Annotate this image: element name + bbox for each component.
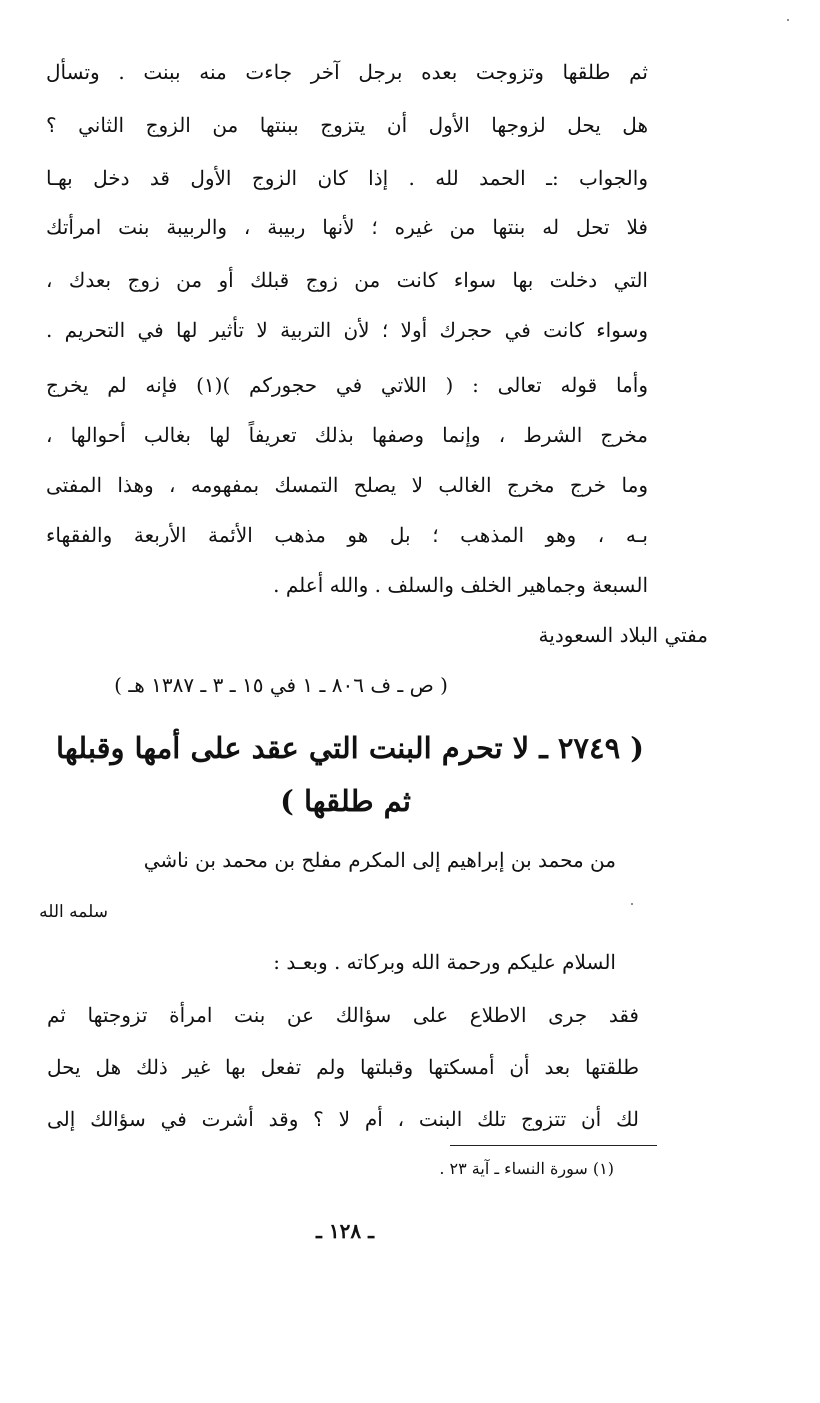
- body-text-line: التي دخلت بها سواء كانت من زوج قبلك أو من زوج بعدك ،: [46, 268, 648, 292]
- body-text-line: فلا تحل له بنتها من غيره ؛ لأنها ربيبة ، والربيبة بنت امرأتك: [46, 215, 648, 239]
- scan-speck: [787, 19, 789, 21]
- body-text-line: لك أن تتزوج تلك البنت ، أم لا ؟ وقد أشرت في سؤالك إلى: [47, 1107, 639, 1131]
- body-text-line: هل يحل لزوجها الأول أن يتزوج ببنتها من الزوج الثاني ؟: [46, 113, 648, 137]
- body-text-line: السبعة وجماهير الخلف والسلف . والله أعلم .: [273, 573, 648, 597]
- section-heading: ( ٢٧٤٩ ـ لا تحرم البنت التي عقد على أمها وقبلها: [56, 731, 644, 765]
- footnote: (١) سورة النساء ـ آية ٢٣ .: [439, 1159, 614, 1178]
- body-text-line: بـه ، وهو المذهب ؛ بل هو مذهب الأئمة الأربعة والفقهاء: [46, 523, 648, 547]
- body-text-line: والجواب :ـ الحمد لله . إذا كان الزوج الأول قد دخل بهـا: [46, 166, 648, 190]
- body-text-line: طلقتها بعد أن أمسكتها وقبلتها ولم تفعل بها غير ذلك هل يحل: [47, 1055, 639, 1079]
- signature: مفتي البلاد السعودية: [538, 623, 708, 647]
- footnote-divider: [450, 1145, 657, 1146]
- body-text-line: وأما قوله تعالى : ( اللاتي في حجوركم )(١) فإنه لم يخرج: [46, 373, 648, 397]
- body-text-line: ثم طلقها وتزوجت بعده برجل آخر جاءت منه ببنت . وتسأل: [46, 60, 648, 84]
- letter-address: من محمد بن إبراهيم إلى المكرم مفلح بن محمد بن ناشي: [143, 848, 616, 872]
- page-number: ـ ١٢٨ ـ: [316, 1219, 374, 1243]
- letter-greeting: سلمه الله: [39, 902, 108, 922]
- body-text-line: وما خرج مخرج الغالب لا يصلح التمسك بمفهومه ، وهذا المفتى: [46, 473, 648, 497]
- section-heading-continuation: ثم طلقها ): [280, 784, 411, 818]
- body-text-line: فقد جرى الاطلاع على سؤالك عن بنت امرأة تزوجتها ثم: [47, 1003, 639, 1027]
- body-text-line: مخرج الشرط ، وإنما وصفها بذلك تعريفاً لها بغالب أحوالها ،: [46, 423, 648, 447]
- reference-number: ( ص ـ ف ٨٠٦ ـ ١ في ١٥ ـ ٣ ـ ١٣٨٧ هـ ): [114, 673, 448, 697]
- body-text-line: وسواء كانت في حجرك أولا ؛ لأن التربية لا تأثير لها في التحريم .: [46, 318, 648, 342]
- letter-salutation: السلام عليكم ورحمة الله وبركاته . وبعـد :: [273, 950, 616, 974]
- scan-speck: [631, 903, 633, 905]
